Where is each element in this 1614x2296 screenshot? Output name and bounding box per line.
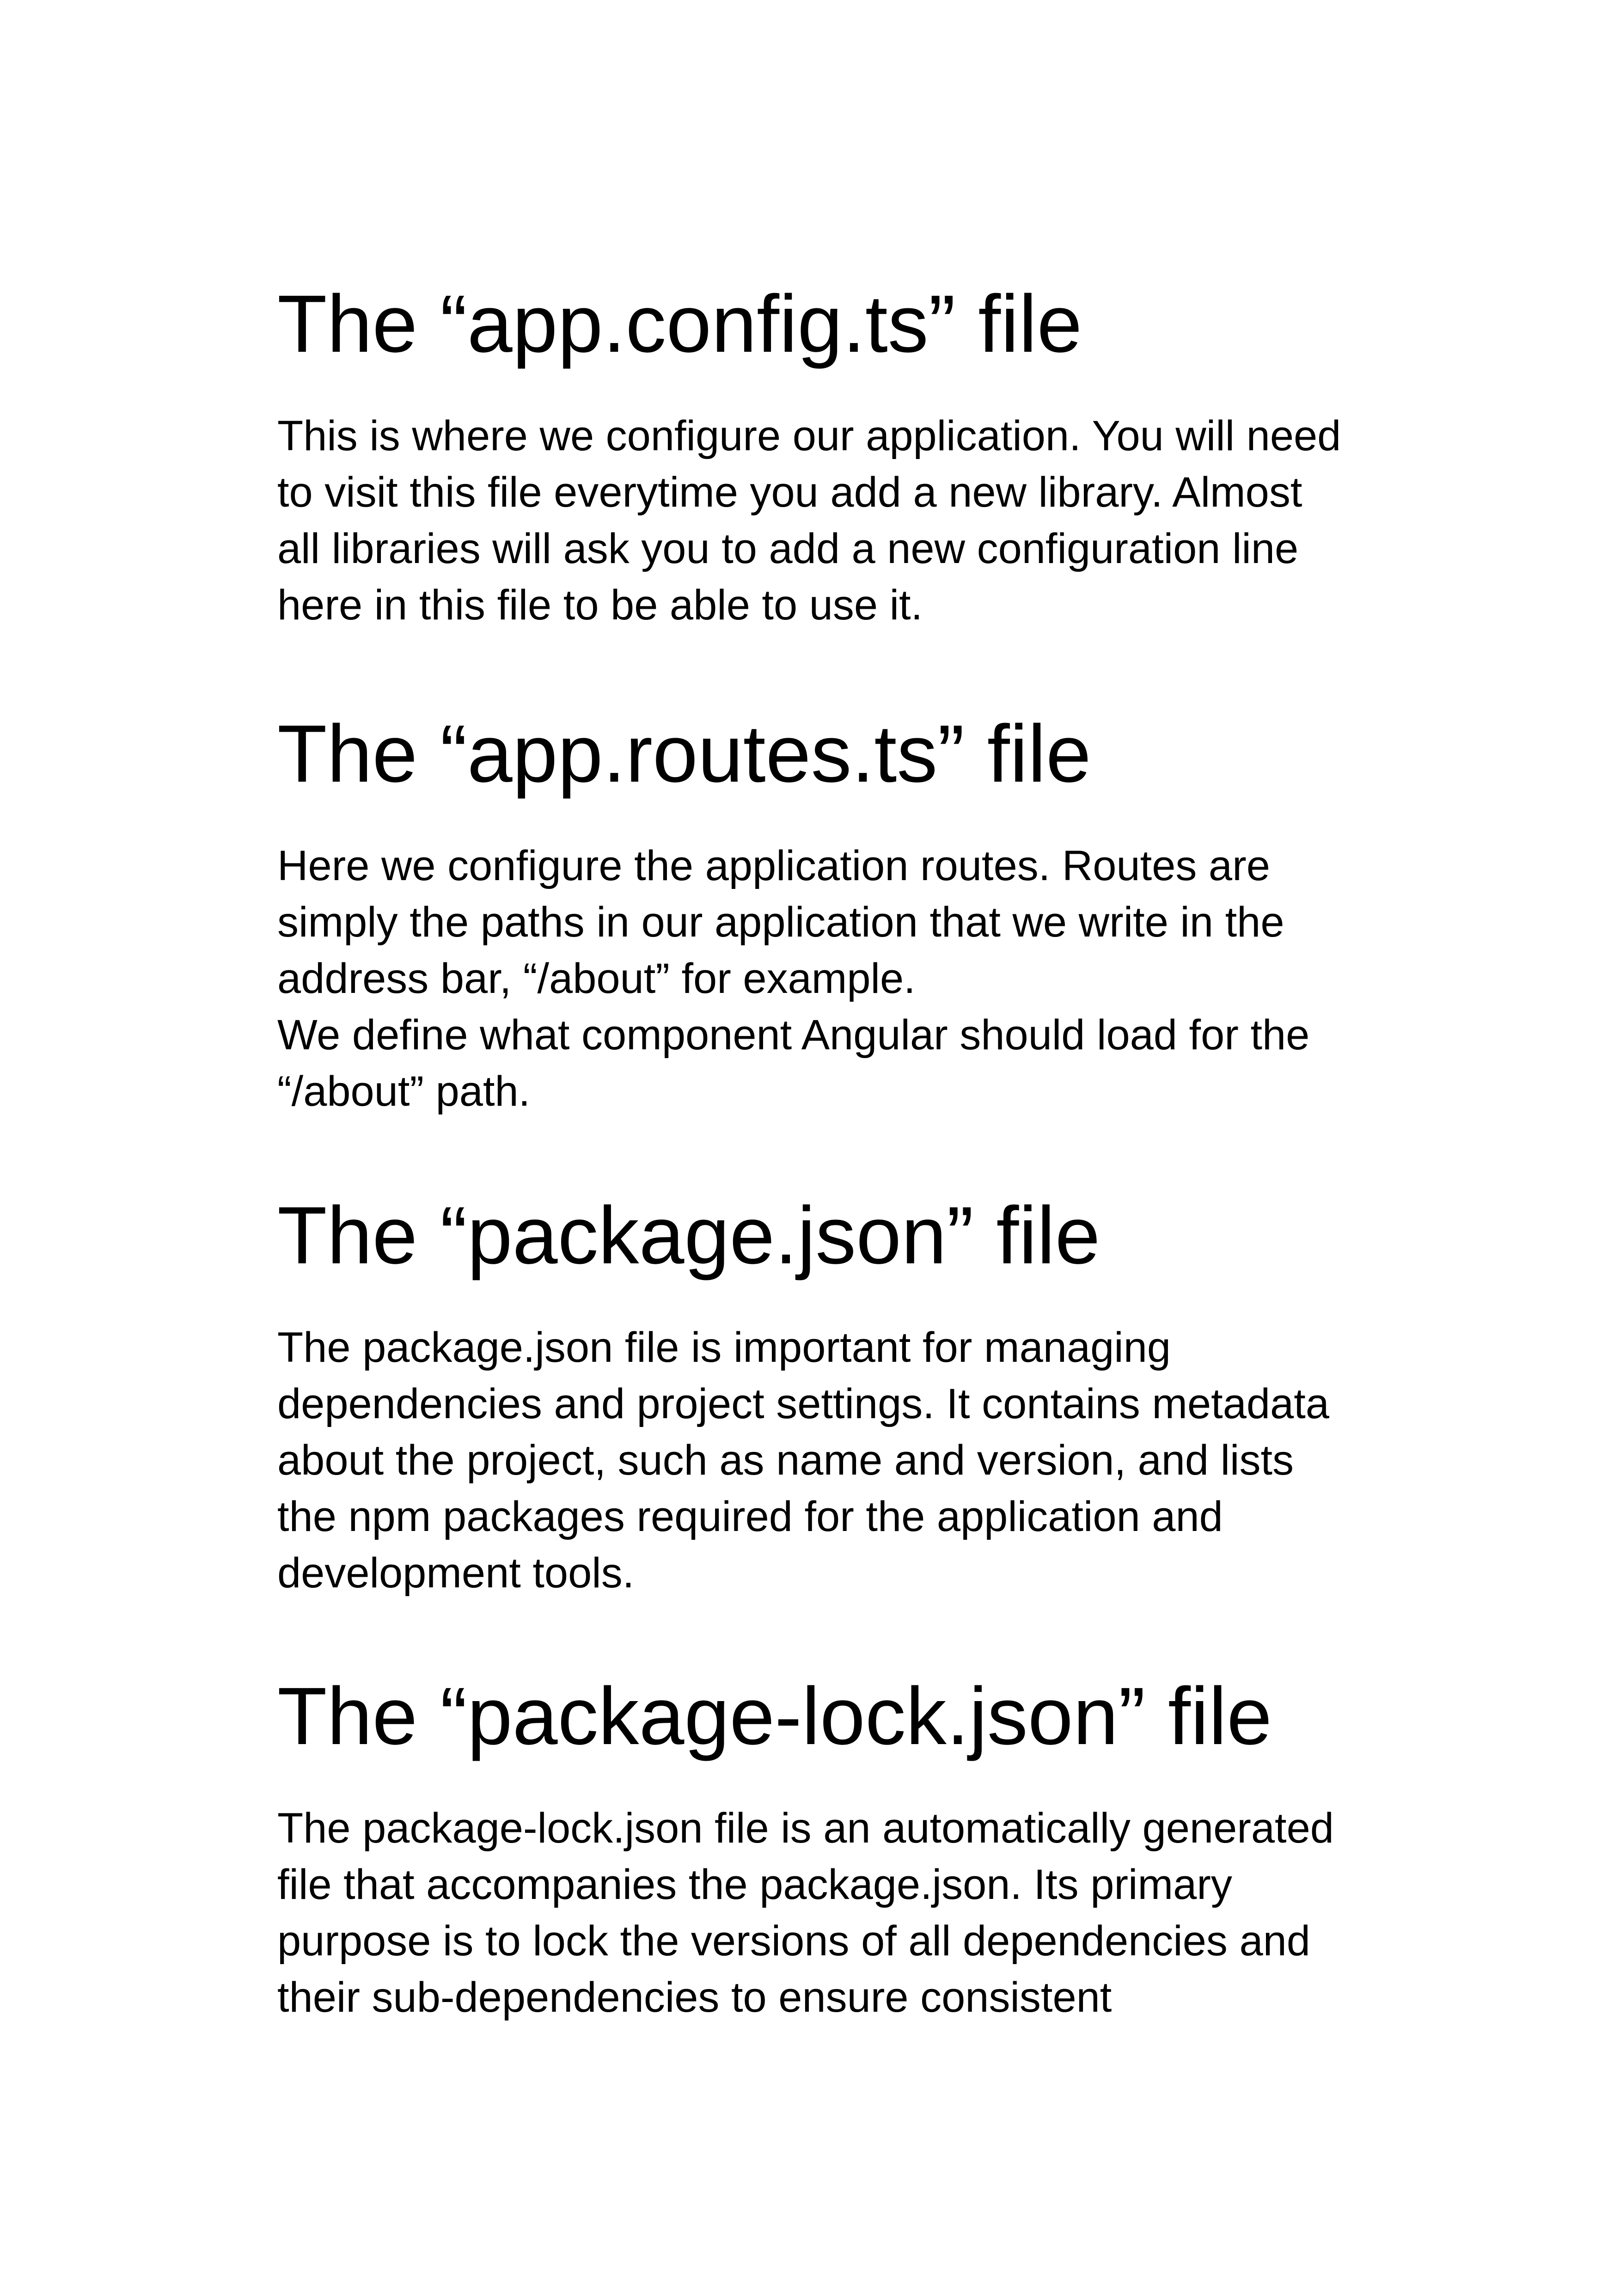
section-heading: The “package-lock.json” file <box>277 1671 1272 1762</box>
paragraph-line: dependencies and project settings. It contains metadata <box>277 1380 1329 1428</box>
paragraph-line: The package-lock.json file is an automatically generated <box>277 1805 1334 1852</box>
section-heading: The “app.config.ts” file <box>277 279 1082 369</box>
paragraph-line: This is where we configure our application. You will need <box>277 412 1341 460</box>
paragraph-line: The package.json file is important for managing <box>277 1324 1171 1371</box>
section-heading: The “package.json” file <box>277 1190 1100 1281</box>
section-package-json <box>277 1189 1387 1601</box>
section-paragraph <box>277 1800 1387 2026</box>
paragraph-line: the npm packages required for the application and <box>277 1493 1223 1541</box>
paragraph-line: Here we configure the application routes. Routes are <box>277 842 1270 890</box>
paragraph-line: development tools. <box>277 1549 635 1597</box>
section-paragraph <box>277 1319 1387 1601</box>
paragraph-line: simply the paths in our application that we write in the <box>277 899 1284 946</box>
paragraph-line: about the project, such as name and version, and lists <box>277 1437 1294 1484</box>
paragraph-line: here in this file to be able to use it. <box>277 582 923 629</box>
paragraph-line: file that accompanies the package.json. Its primary <box>277 1861 1232 1909</box>
section-package-lock-json <box>277 1670 1387 2026</box>
paragraph-line: all libraries will ask you to add a new configuration line <box>277 525 1299 573</box>
paragraph-line: address bar, “/about” for example. <box>277 955 916 1003</box>
section-heading: The “app.routes.ts” file <box>277 709 1091 799</box>
section-app-routes <box>277 707 1387 1120</box>
paragraph-line: to visit this file everytime you add a new library. Almost <box>277 469 1302 516</box>
paragraph-line: “/about” path. <box>277 1068 531 1115</box>
section-app-config <box>277 277 1387 633</box>
paragraph-line: their sub-dependencies to ensure consistent <box>277 1974 1112 2021</box>
section-paragraph <box>277 838 1387 1120</box>
paragraph-line: purpose is to lock the versions of all dependencies and <box>277 1917 1310 1965</box>
paragraph-line: We define what component Angular should load for the <box>277 1011 1310 1059</box>
section-paragraph <box>277 408 1387 633</box>
